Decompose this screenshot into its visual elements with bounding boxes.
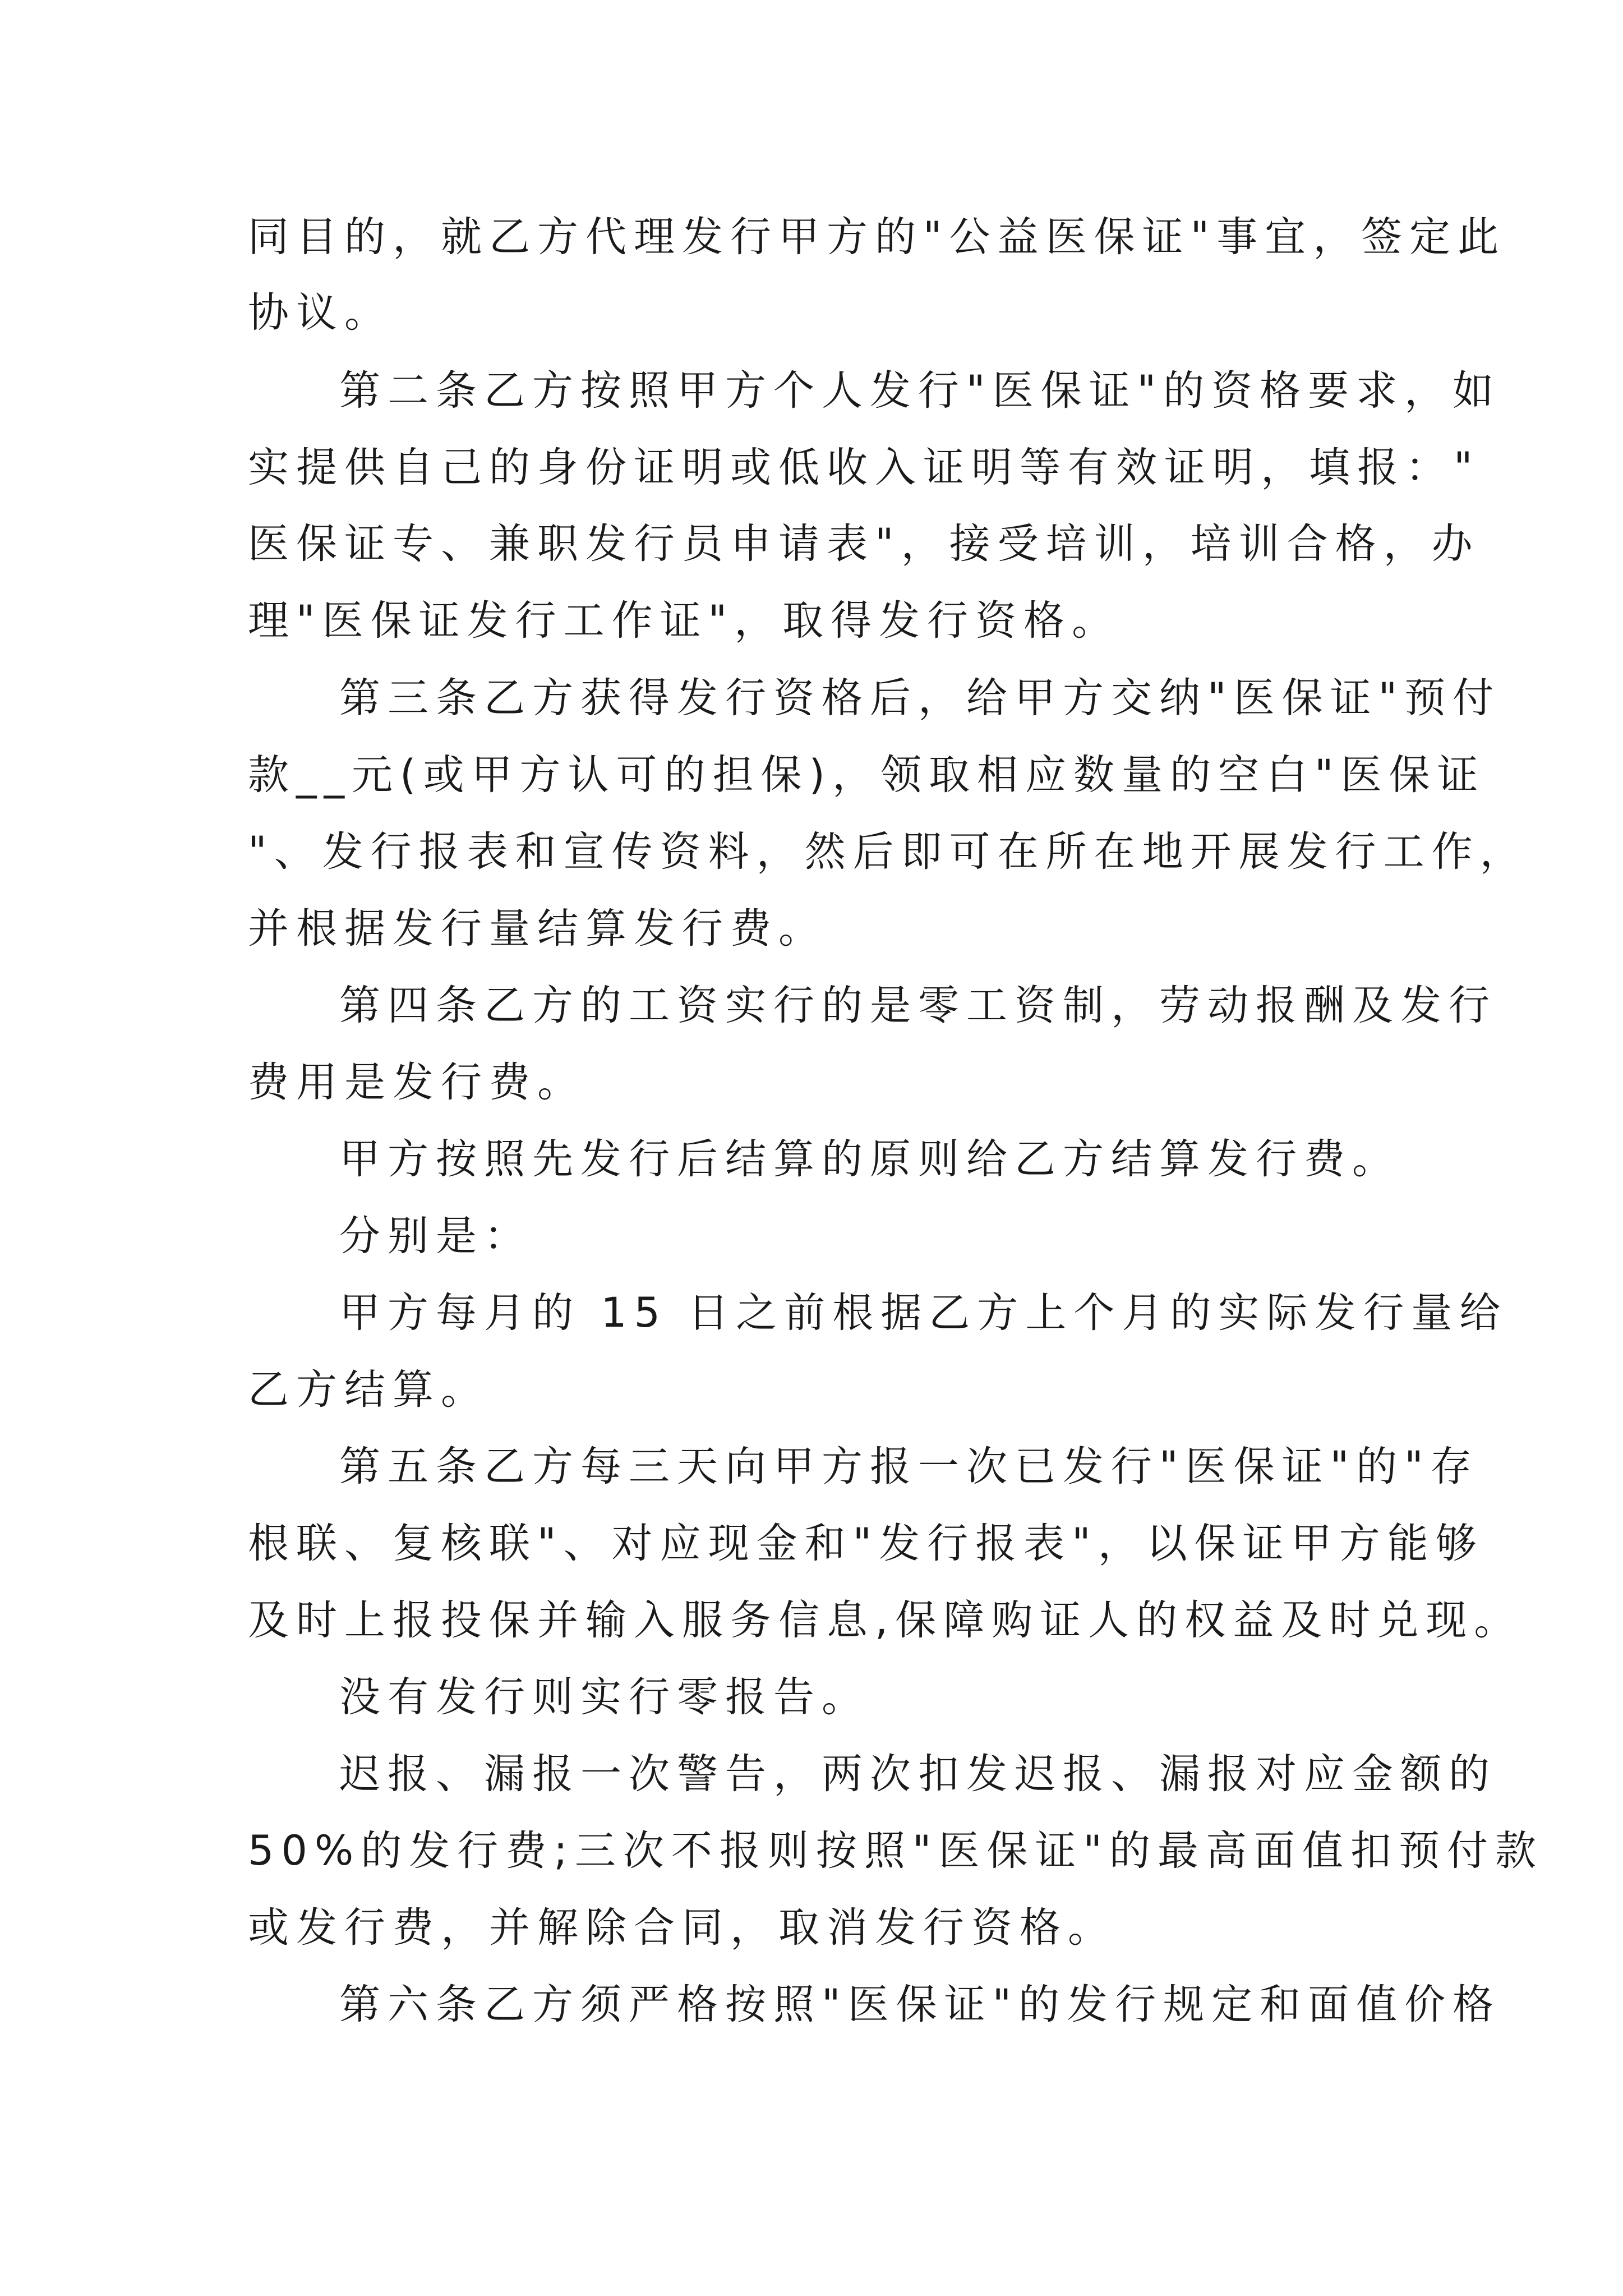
text-line-6: 理"医保证发行工作证"，取得发行资格。 bbox=[248, 597, 1121, 645]
text-line-11: 第四条乙方的工资实行的是零工资制，劳动报酬及发行 bbox=[339, 982, 1497, 1029]
text-line-7: 第三条乙方获得发行资格后，给甲方交纳"医保证"预付 bbox=[339, 674, 1501, 722]
text-line-15: 甲方每月的 15 日之前根据乙方上个月的实际发行量给 bbox=[339, 1289, 1508, 1337]
text-line-21: 迟报、漏报一次警告，两次扣发迟报、漏报对应金额的 bbox=[339, 1750, 1497, 1798]
text-line-14: 分别是： bbox=[339, 1212, 532, 1260]
text-line-24: 第六条乙方须严格按照"医保证"的发行规定和面值价格 bbox=[339, 1981, 1501, 2028]
text-line-4: 实提供自己的身份证明或低收入证明等有效证明，填报：" bbox=[248, 444, 1480, 491]
text-line-23: 或发行费，并解除合同，取消发行资格。 bbox=[248, 1904, 1116, 1952]
text-line-19: 及时上报投保并输入服务信息,保障购证人的权益及时兑现。 bbox=[248, 1596, 1523, 1644]
text-line-1: 同目的，就乙方代理发行甲方的"公益医保证"事宜，签定此 bbox=[248, 213, 1506, 261]
text-line-8: 款__元(或甲方认可的担保)，领取相应数量的空白"医保证 bbox=[248, 751, 1486, 799]
text-line-10: 并根据发行量结算发行费。 bbox=[248, 905, 827, 953]
text-line-18: 根联、复核联"、对应现金和"发行报表"，以保证甲方能够 bbox=[248, 1520, 1484, 1567]
text-line-3: 第二条乙方按照甲方个人发行"医保证"的资格要求，如 bbox=[339, 367, 1501, 415]
text-line-2: 协议。 bbox=[248, 289, 393, 337]
text-line-12: 费用是发行费。 bbox=[248, 1059, 585, 1106]
text-line-22: 50%的发行费;三次不报则按照"医保证"的最高面值扣预付款 bbox=[248, 1827, 1544, 1875]
text-line-9: "、发行报表和宣传资料，然后即可在所在地开展发行工作， bbox=[248, 828, 1528, 876]
text-line-17: 第五条乙方每三天向甲方报一次已发行"医保证"的"存 bbox=[339, 1443, 1479, 1490]
text-line-16: 乙方结算。 bbox=[248, 1366, 489, 1414]
text-line-20: 没有发行则实行零报告。 bbox=[339, 1673, 870, 1721]
text-line-13: 甲方按照先发行后结算的原则给乙方结算发行费。 bbox=[339, 1135, 1400, 1183]
text-line-5: 医保证专、兼职发行员申请表"，接受培训，培训合格，办 bbox=[248, 520, 1480, 568]
